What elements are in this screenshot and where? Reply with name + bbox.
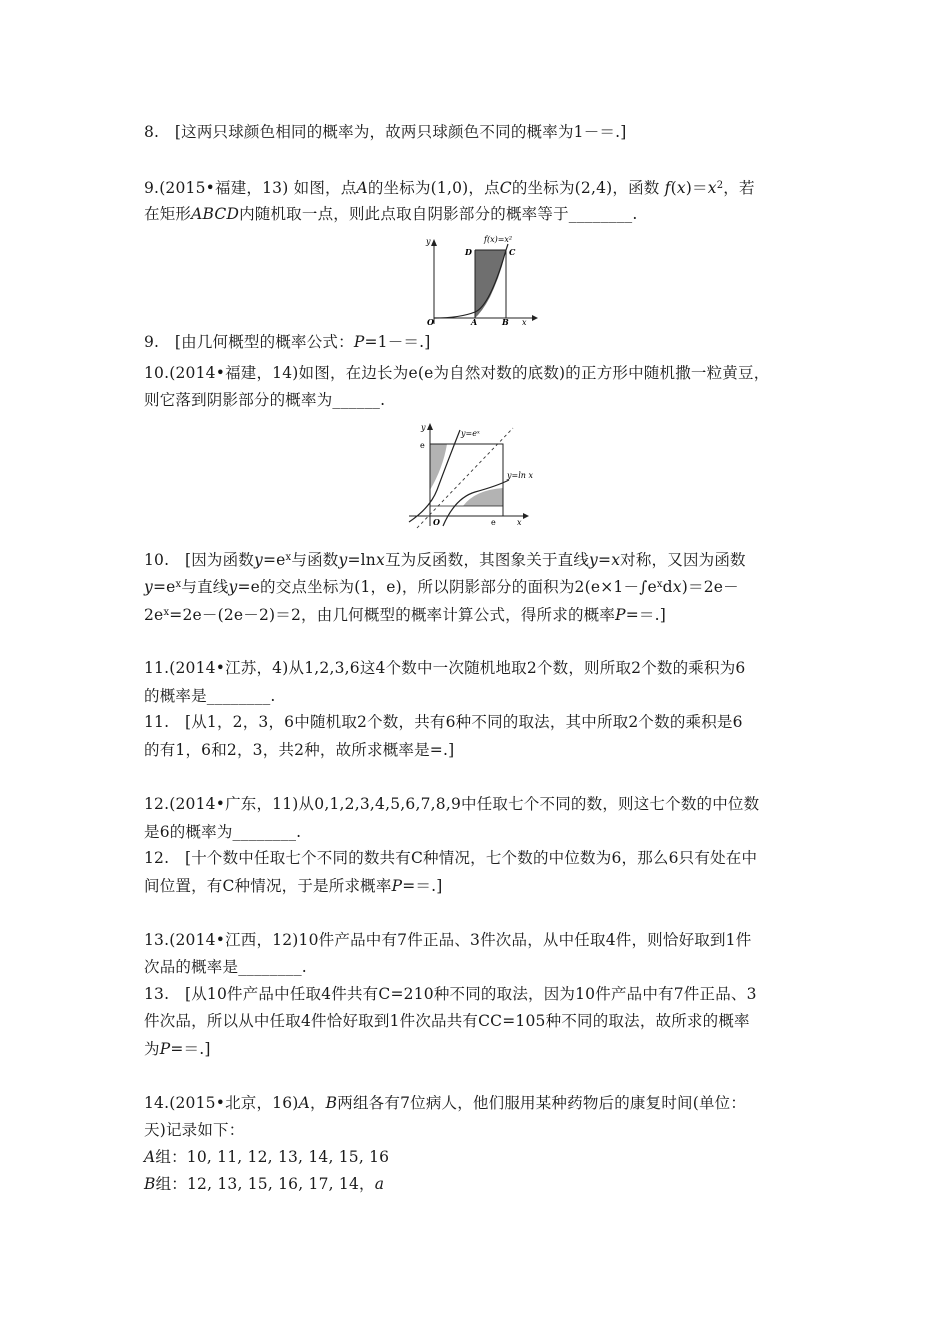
problem-14-line-1: 14.(2015•北京，16)A，B两组各有7位病人，他们服用某种药物后的康复时间(单位： [144,1094,747,1112]
answer-11-line-2: 的有1，6和2，3，共2种，故所求概率是=.] [144,741,455,759]
answer-13-line-2: 件次品，所以从中任取4件恰好取到1件次品共有CC=105种不同的取法，故所求的概率 [144,1012,750,1030]
figure-parabola [420,232,540,327]
fig1-func-label: f(x)=x² [484,235,513,244]
problem-14-line-2: 天)记录如下： [144,1121,245,1139]
fig2-ln-label: y=ln x [507,471,533,480]
answer-10-line-3: $2e^x=2e-(2e-2)=2$，由几何概型的概率计算公式，得所求的概率P=＝.] [144,606,666,624]
problem-13-line-1: 13.(2014•江西，12)10件产品中有7件正品、3件次品，从中任取4件，则恰好取到1件 [144,931,752,949]
problem-9-line-1: 9.(2015•福建，13) 如图，点A的坐标为(1,0)，点C的坐标为(2,4)，函数 $f(x)=x^2$，若 [144,179,755,197]
answer-11-line-1: 11. [从1，2，3，6中随机取2个数，共有6种不同的取法，其中所取2个数的乘积是6 [144,713,743,731]
figure-exp-ln [405,418,535,530]
group-a-data: A组：10, 11, 12, 13, 14, 15, 16 [144,1148,390,1166]
answer-8: 8. [这两只球颜色相同的概率为，故两只球颜色不同的概率为1－＝.] [144,123,627,141]
problem-10-line-1: 10.(2014•福建，14)如图，在边长为e(e为自然对数的底数)的正方形中随机撒一粒黄豆， [144,364,770,382]
answer-10-line-2: $y=e^x$与直线y=e的交点坐标为(1，e)，所以阴影部分的面积为$2(e\times 1-\int e^xdx)=2e-$ [144,578,739,596]
problem-9-line-2: 在矩形ABCD内随机取一点，则此点取自阴影部分的概率等于________. [144,205,638,223]
fig2-e-x-label: e [491,518,496,527]
fig1-label-O: O [427,317,434,327]
problem-12-line-1: 12.(2014•广东，11)从0,1,2,3,4,5,6,7,8,9中任取七个不同的数，则这七个数的中位数 [144,795,760,813]
fig2-exp-label: y=eˣ [461,429,480,438]
fig1-label-D: D [465,247,472,257]
problem-13-line-2: 次品的概率是________. [144,958,307,976]
answer-9: 9. [由几何概型的概率公式：P=1－＝.] [144,333,431,351]
answer-12-line-1: 12. [十个数中任取七个不同的数共有C种情况，七个数的中位数为6，那么6只有处在中 [144,849,758,867]
fig2-y-label: y [421,423,426,432]
problem-10-line-2: 则它落到阴影部分的概率为______. [144,391,386,409]
fig1-label-C: C [509,247,516,257]
problem-12-line-2: 是6的概率为________. [144,823,302,841]
fig1-label-A: A [471,317,478,327]
answer-13-line-3: 为P=＝.] [144,1040,211,1058]
problem-11-line-1: 11.(2014•江苏，4)从1,2,3,6这4个数中一次随机地取2个数，则所取2个数的乘积为6 [144,659,746,677]
answer-10-line-1: 10. [因为函数$y=e^x$与函数y=lnx互为反函数，其图象关于直线y=x对称，又因为函数 [144,551,746,569]
problem-11-line-2: 的概率是________. [144,687,276,705]
fig1-y-label: y [426,237,431,246]
fig2-label-O: O [433,517,440,527]
fig2-e-y-label: e [420,441,425,450]
group-b-data: B组：12, 13, 15, 16, 17, 14，a [144,1175,385,1193]
answer-12-line-2: 间位置，有C种情况，于是所求概率P=＝.] [144,877,443,895]
fig1-label-B: B [502,317,509,327]
fig1-x-label: x [522,318,527,327]
answer-13-line-1: 13. [从10件产品中任取4件共有C=210种不同的取法，因为10件产品中有7件正品、3 [144,985,757,1003]
fig2-x-label: x [517,518,522,527]
